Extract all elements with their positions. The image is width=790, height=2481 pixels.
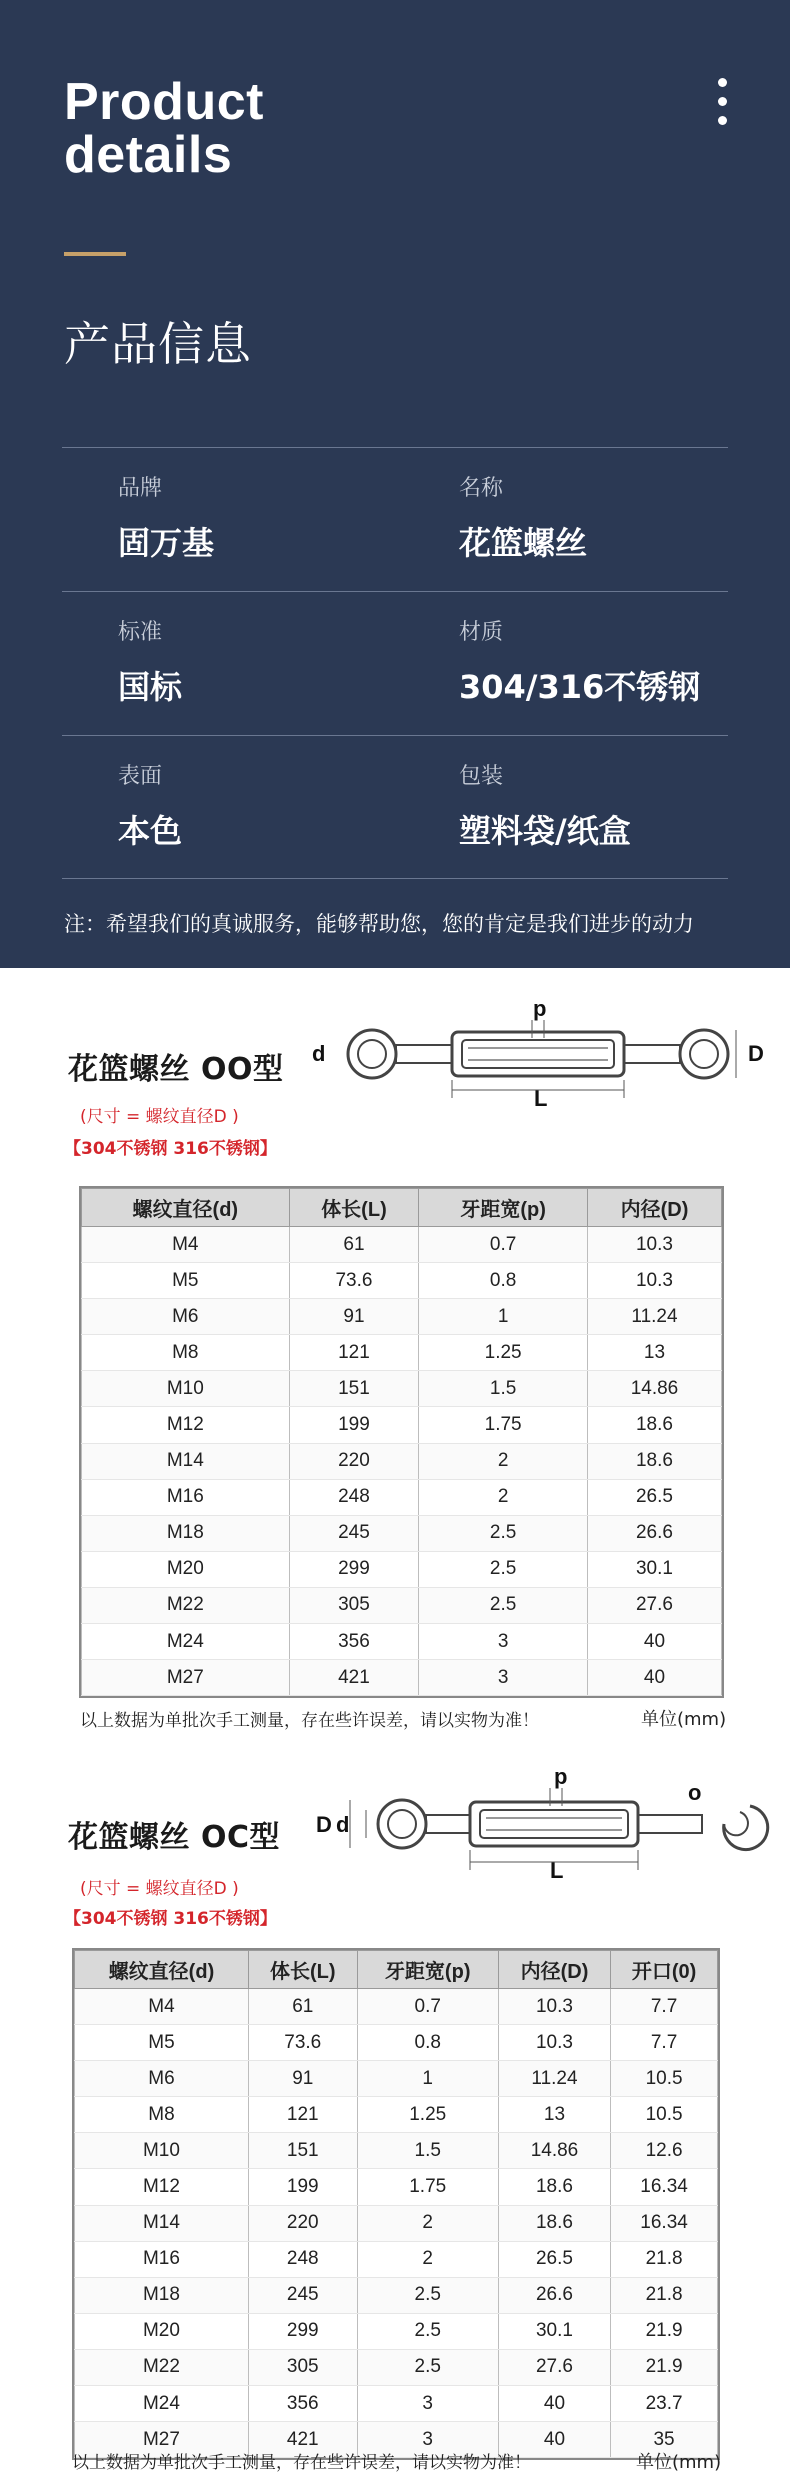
table-row [75, 1989, 718, 2025]
table-cell: 16.34 [611, 2169, 718, 2205]
info-value: 花篮螺丝 [459, 524, 588, 562]
table-cell: 1.75 [357, 2169, 498, 2205]
diagram-label-D: D [748, 1041, 764, 1066]
diagram-label-d: d [336, 1812, 350, 1837]
table-cell: 61 [289, 1227, 419, 1263]
table-cell: 1 [357, 2061, 498, 2097]
page-title [64, 73, 264, 184]
table-row [75, 2386, 718, 2422]
table-cell: 40 [498, 2386, 610, 2422]
table-row [82, 1371, 722, 1407]
table-cell: 299 [248, 2313, 357, 2349]
table-row [75, 2097, 718, 2133]
spec-size-note: (尺寸 = 螺纹直径D ) [80, 1107, 239, 1127]
table-cell: 2.5 [357, 2277, 498, 2313]
info-value: 固万基 [118, 524, 215, 562]
table-cell: 40 [587, 1660, 721, 1696]
table-row [75, 2313, 718, 2349]
table-row [82, 1515, 722, 1551]
accent-divider [64, 252, 126, 256]
table-cell: 356 [248, 2386, 357, 2422]
table-row [75, 2025, 718, 2061]
column-header: 体长(L) [289, 1189, 419, 1227]
info-value: 塑料袋/纸盒 [459, 812, 631, 850]
table-cell: 421 [248, 2422, 357, 2458]
table-cell: 30.1 [498, 2313, 610, 2349]
table-row [82, 1660, 722, 1696]
table-cell: 2.5 [357, 2313, 498, 2349]
table-cell: M8 [82, 1335, 290, 1371]
info-label: 名称 [459, 476, 504, 501]
table-cell: 26.6 [587, 1515, 721, 1551]
table-row [82, 1587, 722, 1623]
info-label: 品牌 [118, 476, 163, 501]
table-cell: 421 [289, 1660, 419, 1696]
table-cell: 1.25 [357, 2097, 498, 2133]
table-cell: 10.3 [498, 2025, 610, 2061]
table-row [82, 1335, 722, 1371]
table-row [82, 1443, 722, 1479]
diagram-label-L: L [550, 1858, 564, 1878]
table-cell: 11.24 [498, 2061, 610, 2097]
table-cell: 35 [611, 2422, 718, 2458]
table-cell: 12.6 [611, 2133, 718, 2169]
table-cell: 248 [289, 1479, 419, 1515]
table-row [75, 2349, 718, 2385]
table-cell: 1.5 [357, 2133, 498, 2169]
table-row [75, 2061, 718, 2097]
table-cell: 0.7 [419, 1227, 588, 1263]
info-row [62, 735, 728, 879]
table-cell: M27 [75, 2422, 249, 2458]
info-row [62, 447, 728, 591]
table-cell: 2 [357, 2205, 498, 2241]
table-cell: 11.24 [587, 1299, 721, 1335]
table-row [75, 2277, 718, 2313]
table-cell: M22 [82, 1587, 290, 1623]
table-cell: 27.6 [498, 2349, 610, 2385]
table-cell: 21.9 [611, 2313, 718, 2349]
table-row [82, 1624, 722, 1660]
info-value: 本色 [118, 812, 183, 850]
table-header-row [82, 1189, 722, 1227]
table-cell: 199 [248, 2169, 357, 2205]
table-cell: M20 [82, 1551, 290, 1587]
table-cell: M12 [82, 1407, 290, 1443]
table-cell: 1 [419, 1299, 588, 1335]
table-cell: 14.86 [498, 2133, 610, 2169]
turnbuckle-oc-diagram [310, 1766, 780, 1878]
table-cell: M18 [75, 2277, 249, 2313]
table-cell: M14 [82, 1443, 290, 1479]
table-cell: 13 [498, 2097, 610, 2133]
info-cell-standard [118, 619, 182, 707]
table-cell: M18 [82, 1515, 290, 1551]
table-cell: 3 [357, 2386, 498, 2422]
table-cell: 13 [587, 1335, 721, 1371]
table-footnote: 以上数据为单批次手工测量，存在些许误差，请以实物为准！ [72, 2453, 531, 2473]
table-cell: 21.8 [611, 2241, 718, 2277]
table-cell: 21.8 [611, 2277, 718, 2313]
table-cell: 26.5 [587, 1479, 721, 1515]
spec-table-oc-frame [72, 1948, 720, 2460]
table-header-row [75, 1951, 718, 1989]
table-cell: 1.75 [419, 1407, 588, 1443]
table-row [75, 2169, 718, 2205]
spec-section-oc [0, 1728, 790, 2481]
turnbuckle-oo-diagram [310, 998, 780, 1108]
spec-material-note: 【304不锈钢 316不锈钢】 [64, 1139, 277, 1159]
table-row [82, 1227, 722, 1263]
table-cell: M10 [82, 1371, 290, 1407]
info-cell-name [459, 475, 587, 563]
table-cell: 10.3 [587, 1227, 721, 1263]
table-cell: 61 [248, 1989, 357, 2025]
table-cell: 2 [419, 1479, 588, 1515]
table-cell: 14.86 [587, 1371, 721, 1407]
spec-table-oo [81, 1188, 722, 1696]
info-cell-material [459, 619, 700, 707]
table-cell: M20 [75, 2313, 249, 2349]
table-cell: M6 [75, 2061, 249, 2097]
title-line-2: details [64, 126, 233, 184]
table-cell: 2.5 [419, 1587, 588, 1623]
table-cell: M16 [82, 1479, 290, 1515]
info-label: 标准 [118, 620, 163, 645]
table-cell: M8 [75, 2097, 249, 2133]
table-row [82, 1263, 722, 1299]
table-cell: 10.5 [611, 2097, 718, 2133]
table-cell: 305 [289, 1587, 419, 1623]
info-value: 304/316不锈钢 [459, 668, 701, 706]
column-header: 牙距宽(p) [357, 1951, 498, 1989]
info-cell-surface [118, 763, 182, 851]
product-info-grid [62, 447, 728, 879]
table-cell: 2.5 [419, 1551, 588, 1587]
table-cell: 18.6 [498, 2205, 610, 2241]
table-cell: 2 [357, 2241, 498, 2277]
table-cell: 16.34 [611, 2205, 718, 2241]
table-cell: 18.6 [587, 1407, 721, 1443]
table-footnote: 以上数据为单批次手工测量，存在些许误差，请以实物为准！ [80, 1711, 539, 1731]
table-row [82, 1407, 722, 1443]
table-cell: 27.6 [587, 1587, 721, 1623]
table-cell: 299 [289, 1551, 419, 1587]
table-cell: M14 [75, 2205, 249, 2241]
info-label: 材质 [459, 620, 504, 645]
table-cell: 3 [357, 2422, 498, 2458]
info-row [62, 591, 728, 735]
diagram-label-p: p [554, 1766, 568, 1789]
table-cell: 21.9 [611, 2349, 718, 2385]
spec-title: 花篮螺丝 OC型 [68, 1820, 280, 1855]
table-cell: 18.6 [587, 1443, 721, 1479]
table-cell: 356 [289, 1624, 419, 1660]
spec-table-oo-frame [79, 1186, 724, 1698]
table-cell: 151 [248, 2133, 357, 2169]
table-cell: 73.6 [248, 2025, 357, 2061]
table-cell: 2 [419, 1443, 588, 1479]
table-unit: 单位(mm) [641, 1709, 727, 1730]
table-cell: 2.5 [357, 2349, 498, 2385]
column-header: 内径(D) [587, 1189, 721, 1227]
service-note: 注：希望我们的真诚服务，能够帮助您，您的肯定是我们进步的动力 [64, 912, 694, 936]
table-cell: M6 [82, 1299, 290, 1335]
table-cell: M4 [75, 1989, 249, 2025]
diagram-label-p: p [533, 998, 547, 1021]
table-cell: M16 [75, 2241, 249, 2277]
table-cell: 3 [419, 1660, 588, 1696]
table-cell: 1.5 [419, 1371, 588, 1407]
title-line-1: Product [64, 73, 264, 131]
info-value: 国标 [118, 668, 183, 706]
table-cell: 151 [289, 1371, 419, 1407]
table-cell: 40 [498, 2422, 610, 2458]
table-cell: M5 [82, 1263, 290, 1299]
table-cell: 18.6 [498, 2169, 610, 2205]
table-row [75, 2241, 718, 2277]
table-cell: M5 [75, 2025, 249, 2061]
table-cell: M24 [75, 2386, 249, 2422]
table-cell: 220 [289, 1443, 419, 1479]
more-vertical-icon[interactable] [714, 78, 730, 126]
table-body [82, 1227, 722, 1696]
diagram-label-d: d [312, 1041, 326, 1066]
table-cell: M12 [75, 2169, 249, 2205]
section-title-cn: 产品信息 [64, 317, 252, 371]
table-cell: M4 [82, 1227, 290, 1263]
diagram-label-o: o [688, 1780, 702, 1805]
table-cell: 10.3 [498, 1989, 610, 2025]
column-header: 内径(D) [498, 1951, 610, 1989]
table-cell: 26.5 [498, 2241, 610, 2277]
product-details-header [0, 0, 790, 968]
table-cell: M27 [82, 1660, 290, 1696]
table-cell: 0.7 [357, 1989, 498, 2025]
table-cell: 26.6 [498, 2277, 610, 2313]
table-row [82, 1479, 722, 1515]
table-cell: 2.5 [419, 1515, 588, 1551]
column-header: 牙距宽(p) [419, 1189, 588, 1227]
spec-section-oo [0, 968, 790, 1731]
spec-size-note: (尺寸 = 螺纹直径D ) [80, 1879, 239, 1899]
table-cell: 305 [248, 2349, 357, 2385]
table-unit: 单位(mm) [636, 2452, 722, 2473]
table-cell: 245 [289, 1515, 419, 1551]
table-row [82, 1299, 722, 1335]
table-cell: M10 [75, 2133, 249, 2169]
info-label: 表面 [118, 764, 163, 789]
table-row [75, 2205, 718, 2241]
diagram-label-D: D [316, 1812, 332, 1837]
table-cell: 91 [248, 2061, 357, 2097]
table-cell: 3 [419, 1624, 588, 1660]
table-cell: 40 [587, 1624, 721, 1660]
table-cell: 23.7 [611, 2386, 718, 2422]
column-header: 开口(0) [611, 1951, 718, 1989]
table-row [82, 1551, 722, 1587]
table-cell: 7.7 [611, 1989, 718, 2025]
table-cell: 30.1 [587, 1551, 721, 1587]
table-cell: 220 [248, 2205, 357, 2241]
table-row [75, 2133, 718, 2169]
column-header: 体长(L) [248, 1951, 357, 1989]
spec-title: 花篮螺丝 OO型 [68, 1052, 284, 1087]
table-cell: 73.6 [289, 1263, 419, 1299]
diagram-label-L: L [534, 1086, 548, 1108]
table-cell: 1.25 [419, 1335, 588, 1371]
table-body [75, 1989, 718, 2458]
table-cell: 7.7 [611, 2025, 718, 2061]
table-cell: 199 [289, 1407, 419, 1443]
spec-table-oc [74, 1950, 718, 2458]
table-cell: M22 [75, 2349, 249, 2385]
info-label: 包装 [459, 764, 504, 789]
table-cell: 245 [248, 2277, 357, 2313]
column-header: 螺纹直径(d) [82, 1189, 290, 1227]
column-header: 螺纹直径(d) [75, 1951, 249, 1989]
table-cell: M24 [82, 1624, 290, 1660]
table-cell: 248 [248, 2241, 357, 2277]
table-cell: 91 [289, 1299, 419, 1335]
info-cell-brand [118, 475, 214, 563]
info-cell-packaging [459, 763, 631, 851]
table-cell: 121 [289, 1335, 419, 1371]
table-cell: 10.3 [587, 1263, 721, 1299]
table-cell: 10.5 [611, 2061, 718, 2097]
table-cell: 121 [248, 2097, 357, 2133]
spec-material-note: 【304不锈钢 316不锈钢】 [64, 1909, 277, 1929]
table-cell: 0.8 [419, 1263, 588, 1299]
table-cell: 0.8 [357, 2025, 498, 2061]
